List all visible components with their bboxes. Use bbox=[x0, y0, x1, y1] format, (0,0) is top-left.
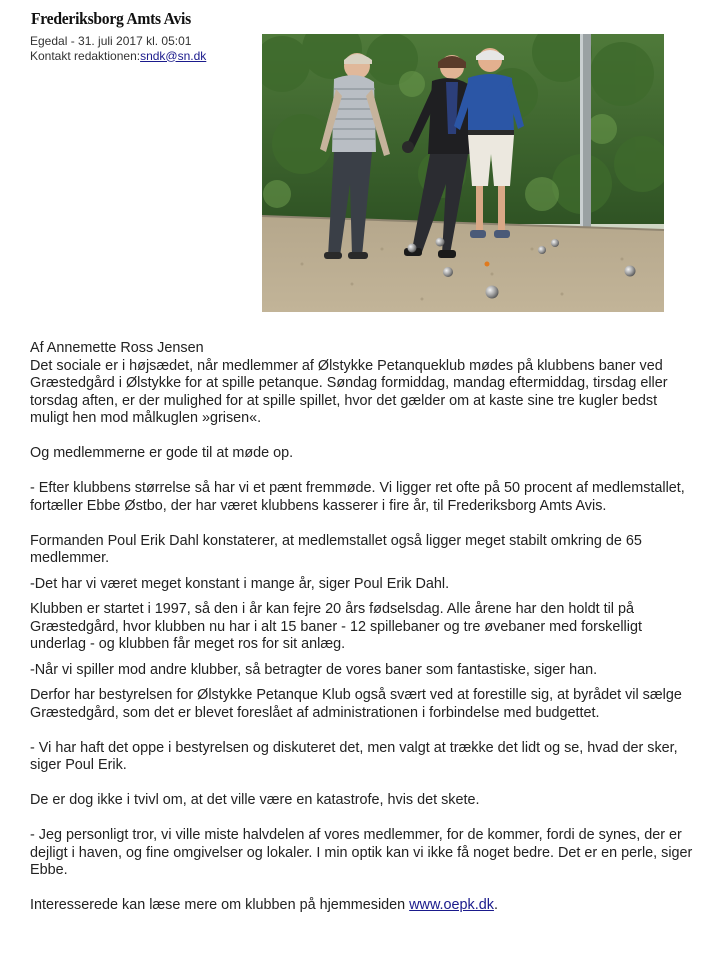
photo-illustration bbox=[262, 34, 664, 312]
contact-label: Kontakt redaktionen: bbox=[30, 48, 141, 63]
petanque-players-photo bbox=[262, 34, 664, 312]
contact-line bbox=[30, 49, 206, 64]
article-paragraph: Det sociale er i højsædet, når medlemmer af Ølstykke Petanqueklub mødes på klubbens baner ved Græstedgård i Ølstykke for at spille petanque. Søndag formiddag, mandag eftermiddag, tirsdag eller torsdag aften, er der mulighed for at spille spillet, hvor det gælder om at kaste sine tre kugler bedst muligt hen mod målkuglen »grisen«. bbox=[30, 357, 668, 426]
closing-paragraph bbox=[30, 897, 695, 915]
newspaper-masthead: Frederiksborg Amts Avis bbox=[31, 9, 191, 28]
article-paragraph: - Efter klubbens størrelse så har vi et pænt fremmøde. Vi ligger ret ofte på 50 procent af medlemstallet, fortæller Ebbe Østbo, der har været klubbens kasserer i fire år, til Frederiksborg Amts Avis. bbox=[30, 480, 685, 514]
contact-email-link[interactable]: sndk@sn.dk bbox=[140, 48, 207, 63]
article-paragraph: - Vi har haft det oppe i bestyrelsen og diskuteret det, men valgt at trække det lidt og se, hvad der sker, siger Poul Erik. bbox=[30, 739, 678, 773]
article-paragraph: Formanden Poul Erik Dahl konstaterer, at medlemstallet også ligger meget stabilt omkring de 65 medlemmer. bbox=[30, 532, 642, 566]
article-meta bbox=[30, 34, 206, 63]
byline: Af Annemette Ross Jensen bbox=[30, 340, 204, 356]
article-paragraph: -Når vi spiller mod andre klubber, så betragter de vores baner som fantastiske, siger han. bbox=[30, 661, 598, 678]
article-paragraph: Derfor har bestyrelsen for Ølstykke Petanque Klub også svært ved at forestille sig, at byrådet vil sælge Græstedgård, som det er blevet foreslået af administrationen i forbindelse med budgettet. bbox=[30, 687, 682, 721]
article-paragraph: De er dog ikke i tvivl om, at det ville være en katastrofe, hvis det skete. bbox=[30, 792, 480, 808]
article-body bbox=[30, 340, 695, 915]
club-website-link[interactable]: www.oepk.dk bbox=[409, 897, 494, 913]
article-paragraph: Og medlemmerne er gode til at møde op. bbox=[30, 445, 294, 461]
article-paragraph: Klubben er startet i 1997, så den i år kan fejre 20 års fødselsdag. Alle årene har den holdt til på Græstedgård, hvor klubben nu har i alt 15 baner - 12 spillebaner og tre øvebaner med forskelligt underlag - og klubben får meget ros for sit anlæg. bbox=[30, 601, 642, 652]
dateline: Egedal - 31. juli 2017 kl. 05:01 bbox=[30, 34, 192, 48]
article-paragraph: - Jeg personligt tror, vi ville miste halvdelen af vores medlemmer, for de kommer, fordi de synes, der er dejligt i haven, og fine omgivelser og lokaler. I min optik kan vi ikke få noget bedre. Det er en perle, siger Ebbe. bbox=[30, 827, 693, 878]
closing-text: Interesserede kan læse mere om klubben på hjemmesiden bbox=[30, 897, 410, 913]
closing-end: . bbox=[493, 897, 498, 913]
article-paragraph: -Det har vi været meget konstant i mange år, siger Poul Erik Dahl. bbox=[30, 575, 450, 592]
